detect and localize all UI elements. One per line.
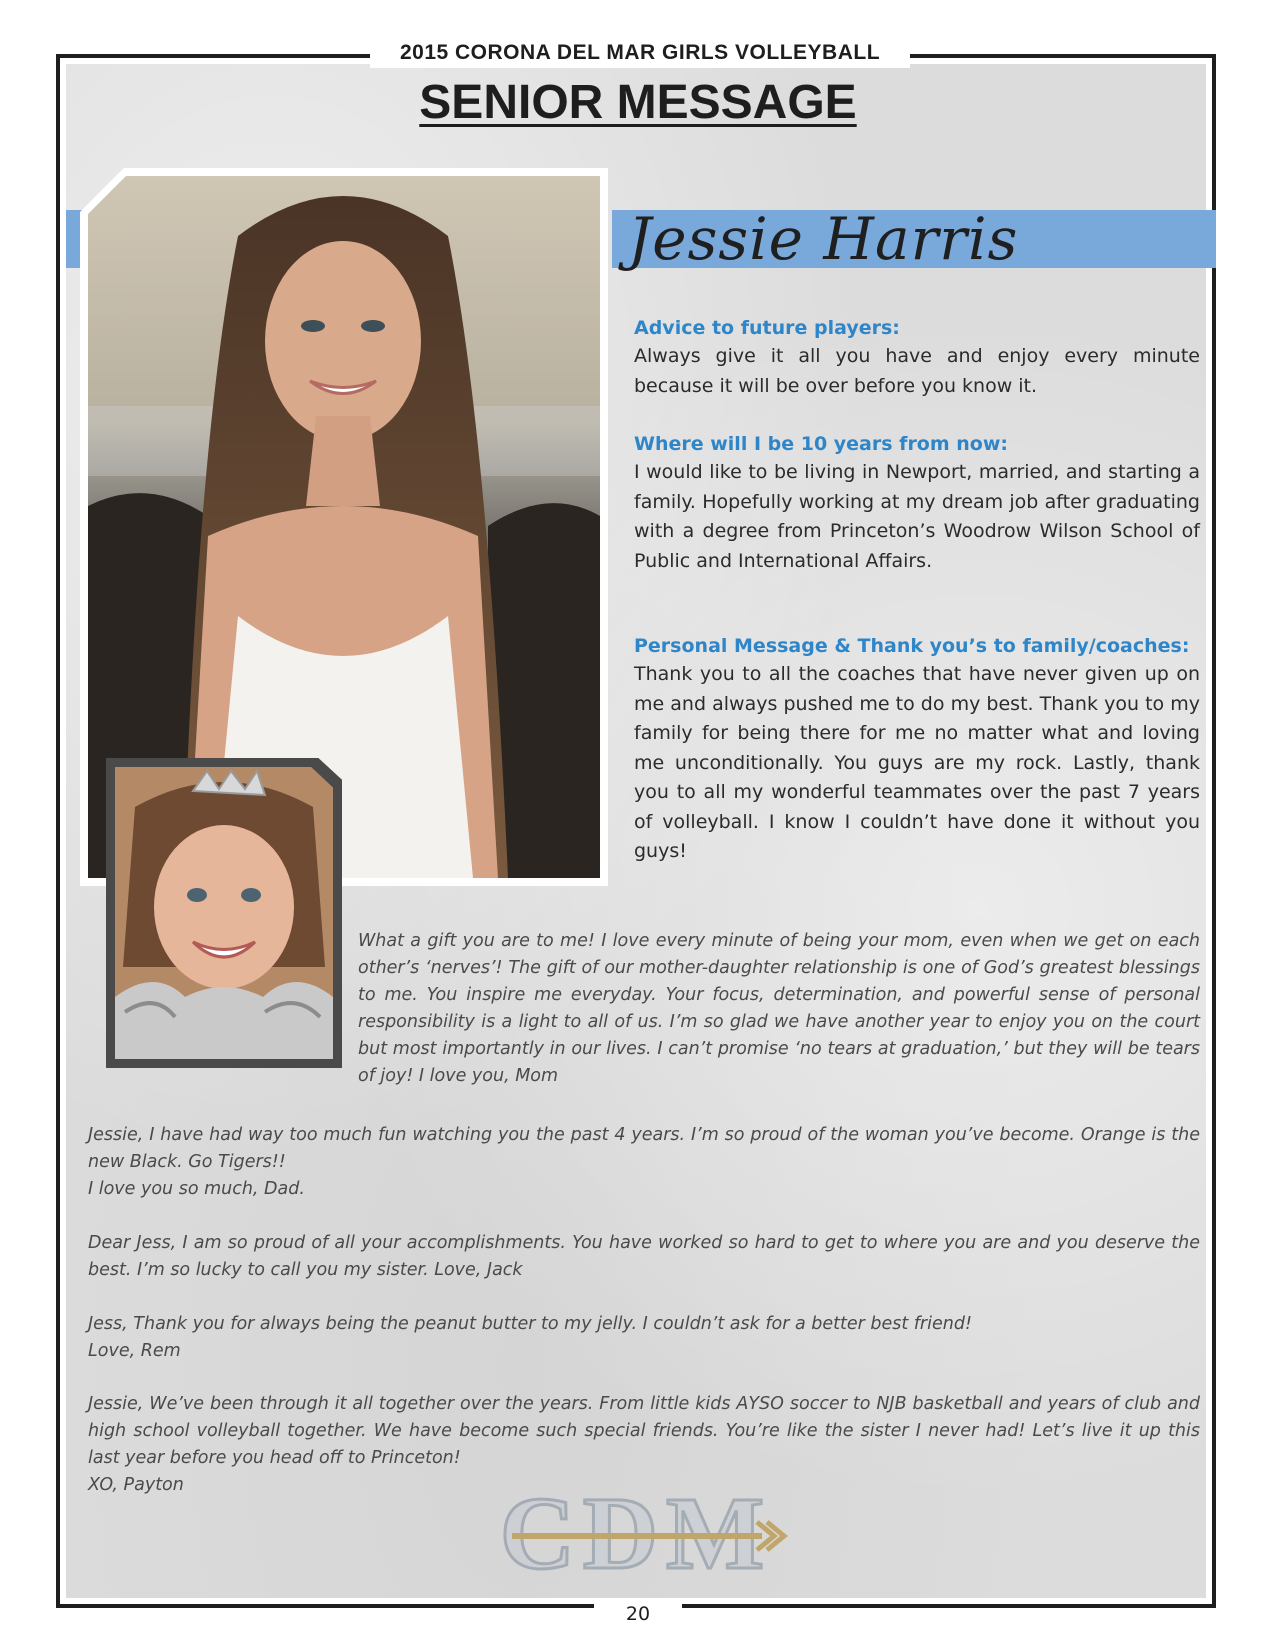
message-dad-signoff: I love you so much, Dad. [88,1179,305,1199]
message-jack [88,1230,1200,1284]
message-dad [88,1122,1200,1203]
answer-advice: Always give it all you have and enjoy every minute because it will be over before you know it. [634,345,1200,397]
section-title: SENIOR MESSAGE [419,76,857,129]
message-payton-text: Jessie, We’ve been through it all together over the years. From little kids AYSO soccer to NJB basketball and years of club and high school volleyball together. We have become such special friends. You’re like the sister I never had! Let’s live it up this last year before you head off to Princeton! [88,1394,1200,1468]
message-mom: What a gift you are to me! I love every minute of being your mom, even when we get on each other’s ‘nerves’! The gift of our mother-daughter relationship is one of God’s greatest blessings to me. You inspire me everyday. Your focus, determination, and powerful sense of personal responsibility is a light to all of us. I’m so glad we have another year to enjoy you on the court but most importantly in our lives. I can’t promise ‘no tears at graduation,’ but they will be tears of joy! I love you, Mom [358,931,1200,1086]
message-jack-text: Dear Jess, I am so proud of all your accomplishments. You have worked so hard to get to where you are and you deserve the best. I’m so lucky to call you my sister. Love, Jack [88,1233,1200,1280]
message-rem [88,1311,1200,1365]
message-dad-text: Jessie, I have had way too much fun watching you the past 4 years. I’m so proud of the woman you’ve become. Orange is the new Black. Go Tigers!! [88,1125,1200,1172]
question-ten-years: Where will I be 10 years from now: [634,433,1009,455]
message-rem-signoff: Love, Rem [88,1341,181,1361]
qa-personal-message [634,632,1200,867]
qa-ten-years [634,430,1200,576]
page-number: 20 [594,1601,682,1627]
publication-title: 2015 CORONA DEL MAR GIRLS VOLLEYBALL [370,38,910,68]
qa-advice [634,314,1200,401]
answer-ten-years: I would like to be living in Newport, married, and starting a family. Hopefully working at my dream job after graduating with a degree from Princeton’s Woodrow Wilson School of Public and International Affairs. [634,461,1200,572]
question-advice: Advice to future players: [634,317,900,339]
message-payton-signoff: XO, Payton [88,1475,184,1495]
cdm-logo-text: CDM [499,1484,773,1580]
cdm-logo [362,1484,910,1580]
message-rem-text: Jess, Thank you for always being the peanut butter to my jelly. I couldn’t ask for a better best friend! [88,1314,972,1334]
childhood-photo [115,767,333,1059]
question-personal-message: Personal Message & Thank you’s to family/coaches: [634,635,1190,657]
answer-personal-message: Thank you to all the coaches that have never given up on me and always pushed me to do my best. Thank you to my family for being there for me no matter what and loving me unconditionally. You guys are my rock. Lastly, thank you to all my wonderful teammates over the past 7 years of volleyball. I know I couldn’t have done it without you guys! [634,663,1200,862]
player-name: Jessie Harris [628,205,1019,273]
message-payton [88,1391,1200,1499]
